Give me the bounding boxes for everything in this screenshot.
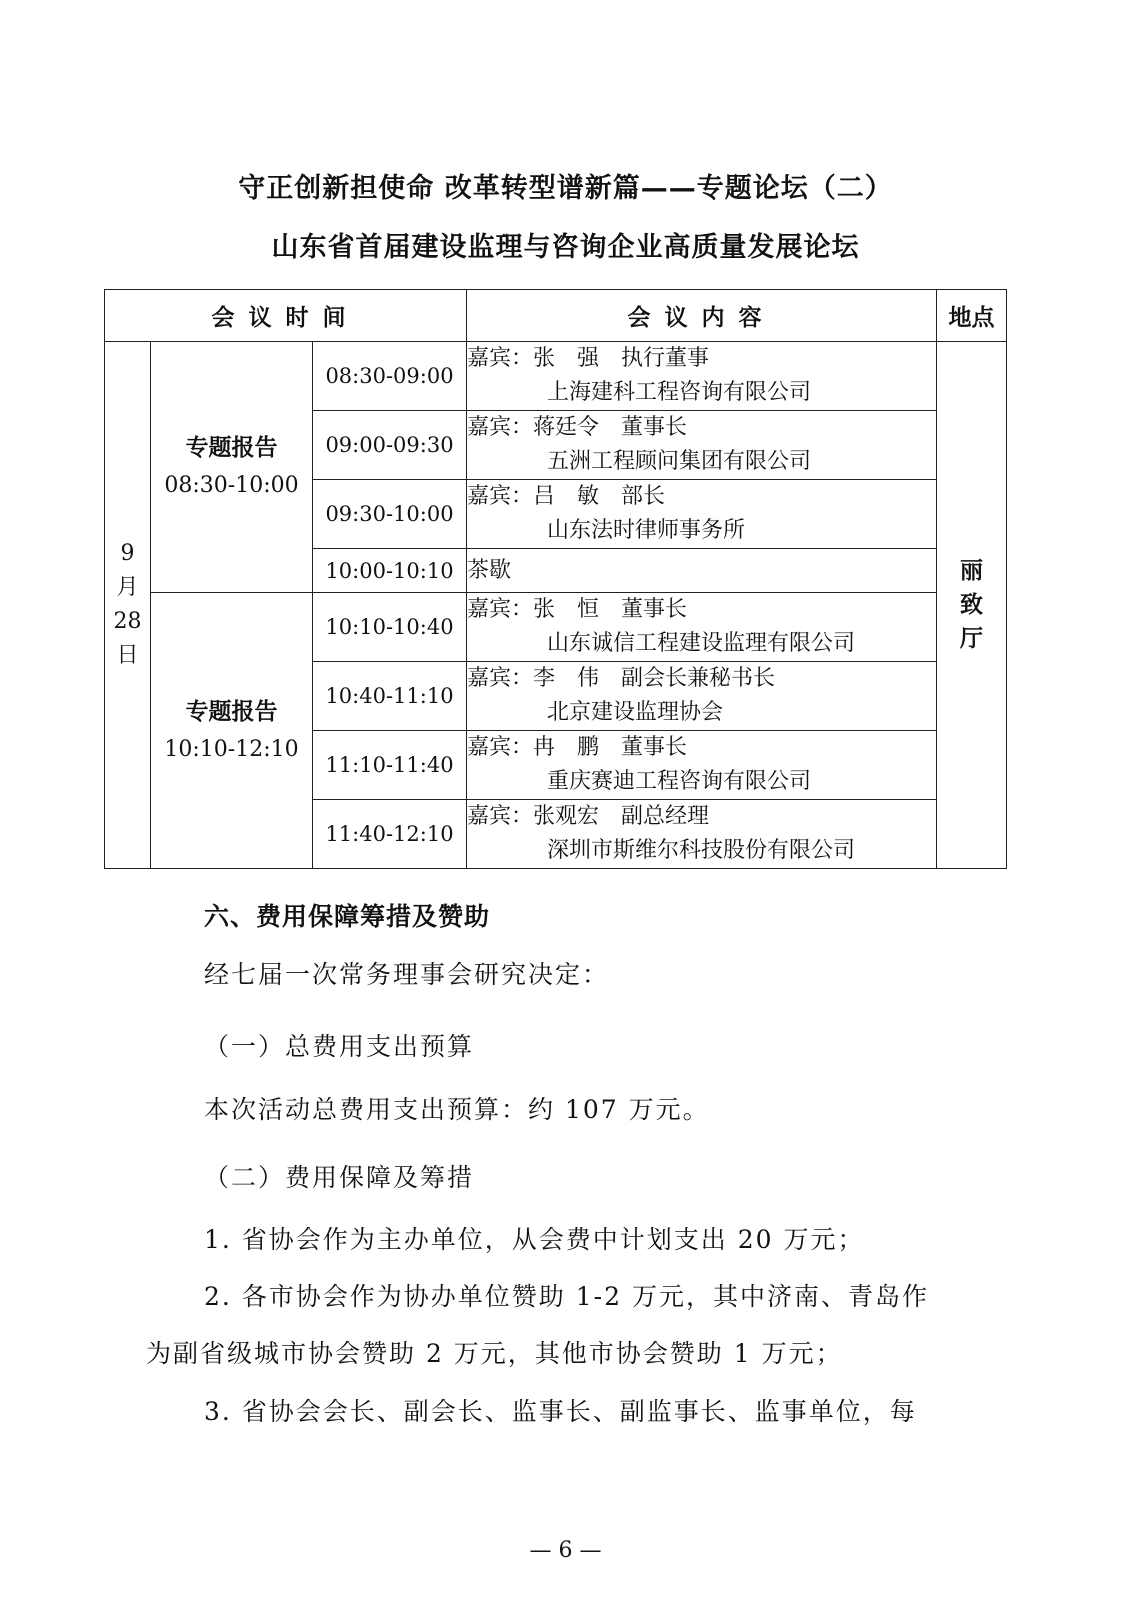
slot-content xyxy=(467,662,937,731)
list-item-2: 2. 各市协会作为协办单位赞助 1-2 万元，其中济南、青岛作 xyxy=(204,1282,929,1311)
table-row xyxy=(105,342,1007,411)
break-line: 茶歇 xyxy=(467,557,512,583)
schedule-table xyxy=(104,289,1007,869)
company-line: 上海建科工程咨询有限公司 xyxy=(547,380,812,405)
slot-time: 09:00-09:30 xyxy=(313,411,467,480)
session-cell-1 xyxy=(151,342,313,593)
company-line: 五洲工程顾问集团有限公司 xyxy=(547,449,812,474)
date-cell xyxy=(105,342,151,869)
guest-line: 嘉宾：张 强 执行董事 xyxy=(467,346,710,371)
paragraph-decision: 经七届一次常务理事会研究决定： xyxy=(204,960,610,989)
guest-line: 嘉宾：张观宏 副总经理 xyxy=(467,804,710,829)
venue-char: 丽 xyxy=(960,558,984,584)
slot-content xyxy=(467,480,937,549)
session-time: 10:10-12:10 xyxy=(164,736,299,762)
session-label: 专题报告 xyxy=(185,698,278,725)
table-row xyxy=(105,593,1007,662)
slot-time: 10:10-10:40 xyxy=(313,593,467,662)
slot-time: 09:30-10:00 xyxy=(313,480,467,549)
date-part: 月 xyxy=(116,575,139,600)
company-line: 山东法时律师事务所 xyxy=(547,518,746,543)
section-heading-6: 六、费用保障筹措及赞助 xyxy=(204,902,491,931)
header-venue: 地点 xyxy=(937,290,1007,342)
session-cell-2 xyxy=(151,593,313,869)
list-item-1: 1. 省协会作为主办单位，从会费中计划支出 20 万元； xyxy=(204,1225,865,1254)
venue-char: 致 xyxy=(960,592,984,618)
date-part: 28 xyxy=(113,609,142,634)
company-line: 北京建设监理协会 xyxy=(547,700,724,725)
paragraph-budget: 本次活动总费用支出预算：约 107 万元。 xyxy=(204,1095,710,1124)
slot-time: 10:00-10:10 xyxy=(313,549,467,593)
slot-content xyxy=(467,800,937,869)
slot-time: 10:40-11:10 xyxy=(313,662,467,731)
slot-time: 08:30-09:00 xyxy=(313,342,467,411)
company-line: 重庆赛迪工程咨询有限公司 xyxy=(547,769,812,794)
company-line: 深圳市斯维尔科技股份有限公司 xyxy=(547,838,856,863)
guest-line: 嘉宾：蒋廷令 董事长 xyxy=(467,415,688,440)
table-header-row xyxy=(105,290,1007,342)
slot-content xyxy=(467,731,937,800)
list-item-2-continued: 为副省级城市协会赞助 2 万元，其他市协会赞助 1 万元； xyxy=(146,1339,843,1368)
venue-char: 厅 xyxy=(960,626,984,652)
header-content: 会议内容 xyxy=(467,290,937,342)
session-label: 专题报告 xyxy=(185,435,278,461)
subheading-budget: （一）总费用支出预算 xyxy=(204,1032,475,1061)
guest-line: 嘉宾：张 恒 董事长 xyxy=(467,597,688,622)
page-number: — 6 — xyxy=(529,1538,602,1563)
session-time: 08:30-10:00 xyxy=(164,473,299,498)
forum-title-line2: 山东省首届建设监理与咨询企业高质量发展论坛 xyxy=(271,232,860,263)
date-part: 日 xyxy=(116,643,139,668)
subheading-funding: （二）费用保障及筹措 xyxy=(204,1163,475,1192)
guest-line: 嘉宾：吕 敏 部长 xyxy=(467,484,666,509)
venue-cell xyxy=(937,342,1007,869)
company-line: 山东诚信工程建设监理有限公司 xyxy=(547,631,856,656)
slot-time: 11:10-11:40 xyxy=(313,731,467,800)
slot-content xyxy=(467,342,937,411)
list-item-3: 3. 省协会会长、副会长、监事长、副监事长、监事单位，每 xyxy=(204,1397,917,1426)
header-time: 会议时间 xyxy=(105,290,467,342)
guest-line: 嘉宾：冉 鹏 董事长 xyxy=(467,735,688,760)
guest-line: 嘉宾：李 伟 副会长兼秘书长 xyxy=(467,666,776,691)
slot-time: 11:40-12:10 xyxy=(313,800,467,869)
forum-title-line1: 守正创新担使命 改革转型谱新篇——专题论坛（二） xyxy=(238,173,893,204)
date-part: 9 xyxy=(120,541,135,566)
slot-content xyxy=(467,411,937,480)
slot-content xyxy=(467,549,937,593)
slot-content xyxy=(467,593,937,662)
